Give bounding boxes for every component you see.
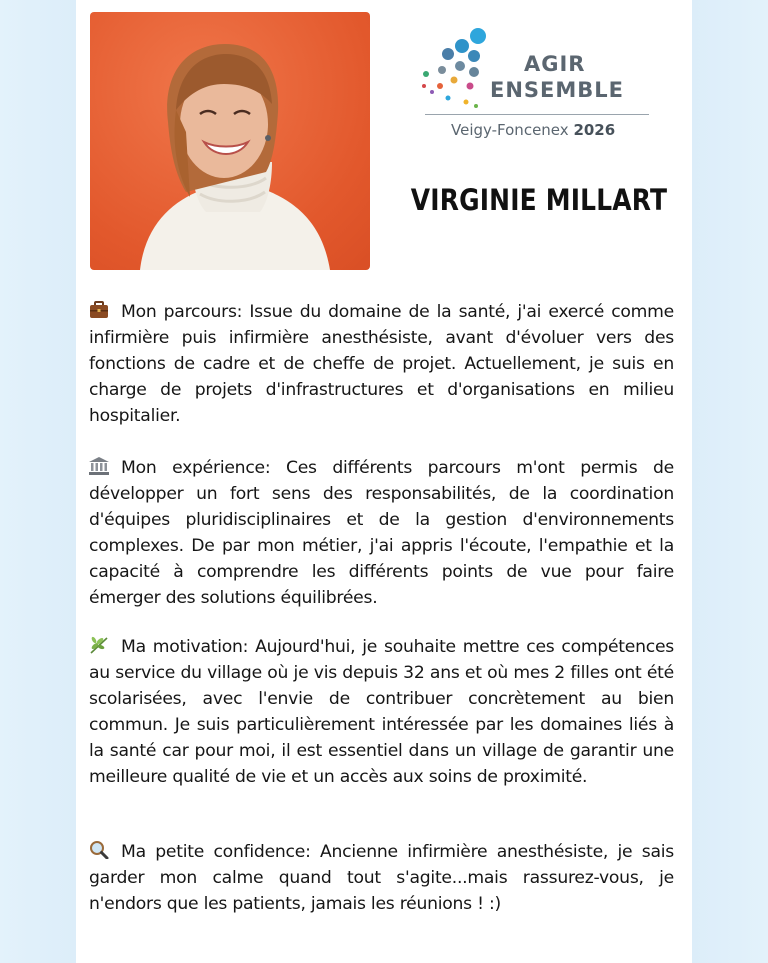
- magnifying-glass-icon: [89, 841, 109, 859]
- paragraph-motivation: [89, 634, 674, 790]
- brand-line-1: AGIR: [524, 52, 586, 76]
- paragraph-motivation-text: Ma motivation: Aujourd'hui, je souhaite mettre ces compétences au service du village où je vis depuis 32 ans et où mes 2 filles ont été scolarisées, avec l'envie de contribuer concrètement au bien commun. Je suis particulièrement intéressée par les domaines liés à la santé car pour moi, il est essentiel dans un village de garantir une meilleure qualité de vie et un accès aux soins de proximité.: [89, 637, 674, 787]
- brand-line-2: ENSEMBLE: [490, 78, 625, 102]
- classical-building-icon: [89, 457, 109, 475]
- paragraph-experience: [89, 455, 674, 611]
- candidate-photo: [90, 12, 370, 270]
- paragraph-career: [89, 299, 674, 429]
- election-year: 2026: [573, 121, 616, 139]
- brand-divider: [425, 114, 649, 115]
- paragraph-career-text: Mon parcours: Issue du domaine de la santé, j'ai exercé comme infirmière puis infirmière anesthésiste, avant d'évoluer vers des fonctions de cadre et de cheffe de projet. Actuellement, je suis en charge de projets d'infrastructures et d'organisations en milieu hospitalier.: [89, 302, 674, 426]
- briefcase-icon: [89, 301, 109, 319]
- paragraph-confidence-text: Ma petite confidence: Ancienne infirmière anesthésiste, je sais garder mon calme quand tout s'agite...mais rassurez-vous, je n'endors que les patients, jamais les réunions ! :): [89, 842, 674, 914]
- town-name: Veigy-Foncenex: [451, 121, 569, 139]
- paragraph-experience-text: Mon expérience: Ces différents parcours m'ont permis de développer un fort sens des responsabilités, de la coordination d'équipes pluridisciplinaires et de la gestion d'environnements complexes. De par mon métier, j'ai appris l'écoute, l'empathie et la capacité à comprendre les différents points de vue pour faire émerger des solutions équilibrées.: [89, 458, 674, 608]
- portrait-illustration: [90, 12, 370, 270]
- herb-icon: [89, 636, 109, 654]
- candidate-name: VIRGINIE MILLART: [410, 183, 668, 217]
- brand-town: [451, 121, 615, 139]
- paragraph-confidence: [89, 839, 674, 917]
